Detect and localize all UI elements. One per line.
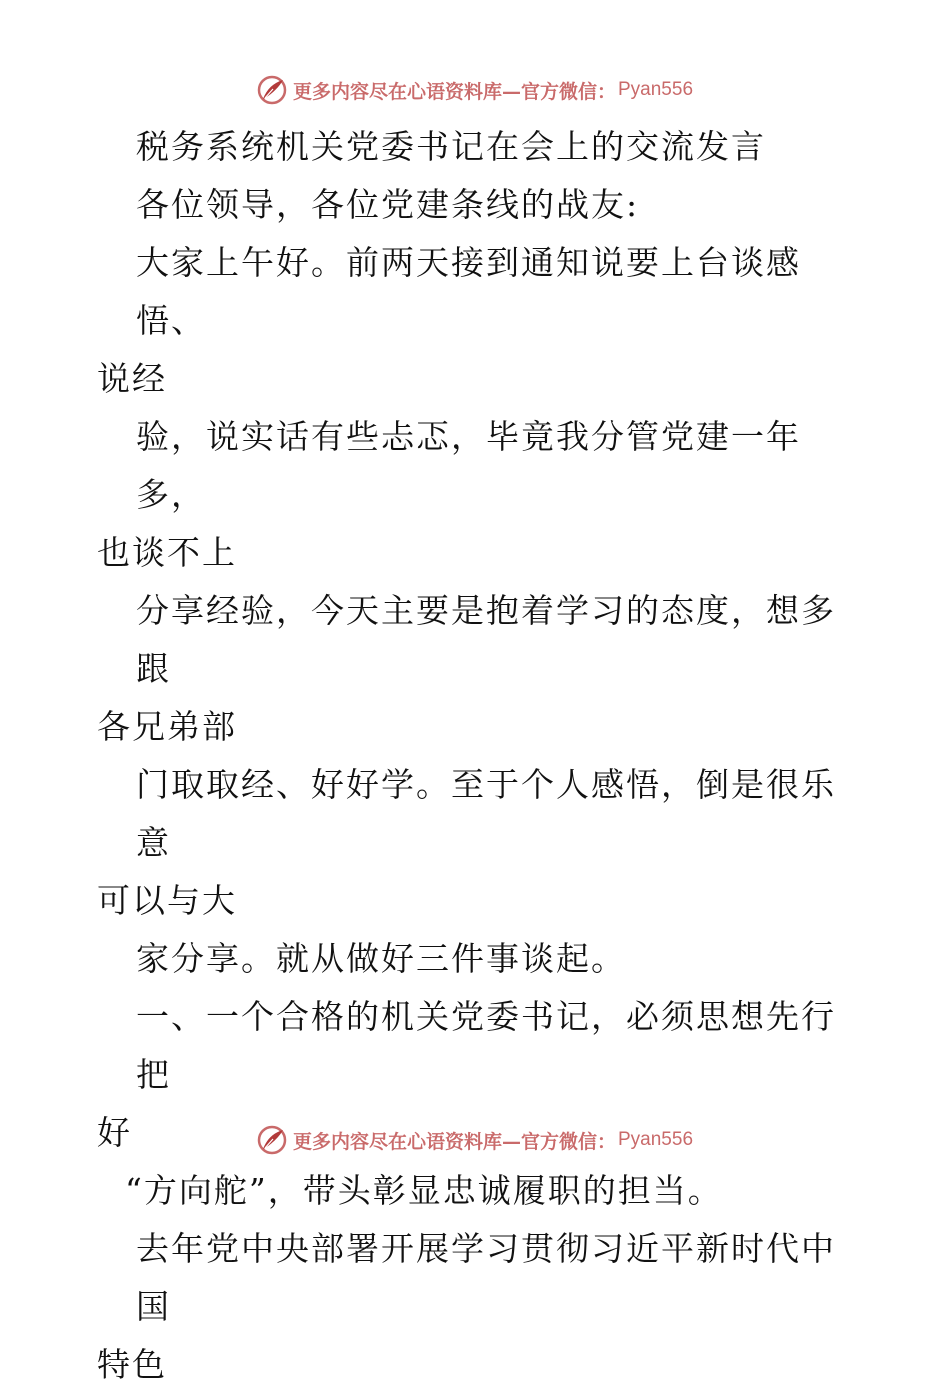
watermark-text: 更多内容尽在心语资料库—官方微信： xyxy=(292,80,616,103)
quill-logo-icon xyxy=(257,1125,287,1155)
paragraph: 大家上午好。前两天接到通知说要上台谈感悟、 说经 xyxy=(97,243,801,398)
footer-watermark xyxy=(0,1120,950,1160)
paragraph: 去年党中央部署开展学习贯彻习近平新时代中国 特色 xyxy=(97,1229,836,1384)
paragraph: 门取取经、好好学。至于个人感悟，倒是很乐意 可以与大 xyxy=(97,765,836,920)
watermark-wechat-id: Pyan556 xyxy=(618,1129,694,1150)
paragraph: 分享经验，今天主要是抱着学习的态度，想多跟 各兄弟部 xyxy=(97,591,836,746)
watermark-wechat-id: Pyan556 xyxy=(618,79,694,100)
section-heading: 一、一个合格的机关党委书记，必须思想先行把 好 xyxy=(97,997,836,1152)
quill-logo-icon xyxy=(257,75,287,105)
header-watermark xyxy=(0,70,950,110)
paragraph: 家分享。就从做好三件事谈起。 xyxy=(136,939,626,978)
document-title: 税务系统机关党委书记在会上的交流发言 xyxy=(136,127,766,166)
section-heading-continued: “方向舵”，带头彰显忠诚履职的担当。 xyxy=(125,1171,723,1210)
paragraph: 验，说实话有些忐忑，毕竟我分管党建一年多， 也谈不上 xyxy=(97,417,801,572)
salutation: 各位领导，各位党建条线的战友: xyxy=(136,185,640,224)
document-body xyxy=(97,118,857,1394)
watermark-text: 更多内容尽在心语资料库—官方微信： xyxy=(292,1130,616,1153)
